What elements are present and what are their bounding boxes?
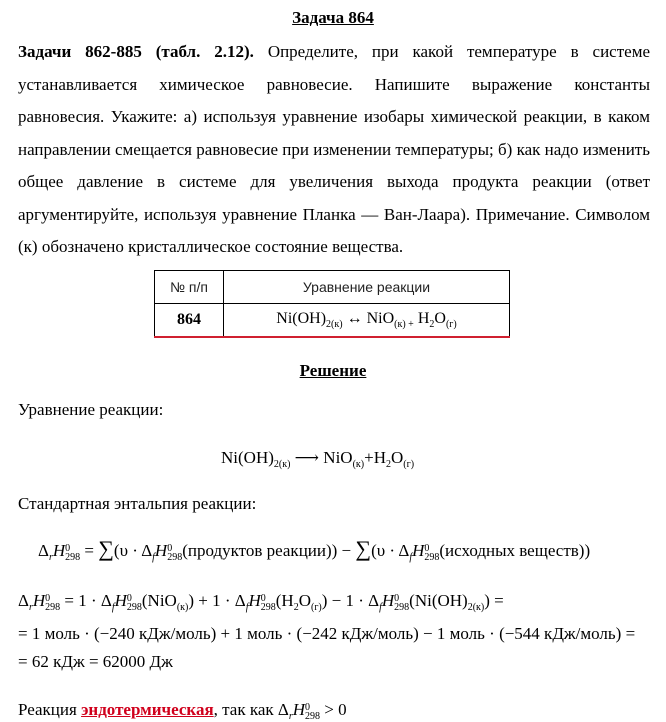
fs-nioh-state: 2(к) [467,602,485,613]
table-cell-equation [224,304,510,338]
reaction-equation [221,448,414,470]
conclusion-sub: 298 [305,711,321,722]
re-h-index: 2 [385,459,391,470]
fs-f-3: f [379,602,382,613]
fg-products: (продуктов реакции)) − [182,541,356,560]
eq-product-1-state: (к) + [394,319,414,330]
fg-sum-2: ∑ [355,536,372,561]
fs-sub-2: 298 [260,602,276,613]
fs-f-1: f [111,602,115,613]
conclusion-cond: > 0 [320,700,347,719]
fs-H-3: H [381,591,395,610]
eq-reactant: Ni(OH) [276,310,327,327]
fs-sub-1: 298 [126,602,142,613]
fs-mid-2: ) − 1 · Δ [321,591,380,610]
fs-r: r [28,602,33,613]
fg-f-1: f [152,552,155,563]
fg-indices-2 [424,544,439,562]
fs-body: = 1 · Δ [60,591,112,610]
fs-indices-2 [261,594,276,612]
table-cell-number: 864 [155,304,224,338]
fs-tail: ) = [484,591,504,610]
enthalpy-specific-line2: = 1 моль · (−240 кДж/моль) + 1 моль · (−242 кДж/моль) − 1 моль · (−544 кДж/моль) = [18,624,636,643]
reaction-table [154,270,510,338]
eq-product-2-o: O [434,310,446,327]
task-text: Определите, при какой температуре в системе устанавливается химическое равновесие. Напишите выражение константы равновесия. Укажите: а) используя уравнение изобары химической реакции, в каком направлении смещается равновесие при изменении температуры; б) как надо изменить общее давление в системе для увеличения выхода продукта реакции (ответ аргументируйте, используя уравнение Планка — Ван-Лаара). Примечание. Символом (к) обозначено кристаллическое состояние вещества. [18,42,650,256]
fg-term-1: (υ · Δ [113,541,153,560]
fs-h2o-index: 2 [293,602,299,613]
fg-sub: 298 [65,552,81,563]
re-o: O [390,448,404,467]
re-arrow: ⟶ [294,448,320,467]
re-o-state: (г) [403,459,415,470]
conclusion-r: r [288,711,293,722]
eq-arrow: ↔ [346,310,363,327]
conclusion-prefix: Реакция [18,700,82,719]
table-row [155,304,510,338]
fs-indices [45,594,60,612]
page-title: Задача 864 [292,8,374,27]
fg-delta: Δ [38,541,49,560]
fg-sum-1: ∑ [98,536,114,561]
table-header-equation: Уравнение реакции [224,271,510,304]
fg-H-2: H [412,541,425,560]
fs-nioh: (Ni(OH) [409,591,468,610]
fg-indices [65,544,80,562]
table-header-number: № п/п [155,271,224,304]
fs-nio-state: (к) [176,602,189,613]
re-product-1: NiO [323,448,353,467]
fs-indices-1 [127,594,142,612]
fg-reactants: (исходных веществ)) [439,541,591,560]
eq-product-1: NiO [366,310,395,327]
fs-nio: (NiO [141,591,177,610]
enthalpy-specific-line3: = 62 кДж = 62000 Дж [18,652,173,671]
fs-h2o-o: O [298,591,311,610]
conclusion-sup: 0 [305,702,311,713]
fs-sub: 298 [45,602,61,613]
fg-H: H [52,541,66,560]
fg-sup: 0 [65,543,71,554]
fs-f-2: f [245,602,249,613]
fg-f-2: f [409,552,413,563]
enthalpy-specific-line1 [18,591,504,613]
fg-term-2: (υ · Δ [371,541,410,560]
fs-h2o-h: (H [275,591,294,610]
enthalpy-label: Стандартная энтальпия реакции: [18,494,257,513]
fs-sup-3: 0 [394,593,400,604]
fg-eq: = [80,541,99,560]
conclusion-suffix: , так как Δ [213,700,289,719]
re-product-1-state: (к) [352,459,365,470]
eq-product-2-state: (г) [445,319,457,330]
task-statement [18,36,650,264]
fs-mid-1: ) + 1 · Δ [188,591,246,610]
re-plus-h: +H [364,448,386,467]
fs-H-2: H [248,591,261,610]
conclusion-highlight: эндотермическая [81,700,214,719]
conclusion-H: H [292,700,306,719]
fg-sub-2: 298 [424,552,440,563]
fs-h2o-state: (г) [311,602,322,613]
fs-indices-3 [394,594,409,612]
fg-sup-2: 0 [424,543,430,554]
fs-sup-2: 0 [260,593,266,604]
fg-sup-1: 0 [167,543,173,554]
task-lead: Задачи 862-885 (табл. 2.12). [18,42,254,61]
conclusion-indices [305,703,320,721]
fs-H-1: H [114,591,127,610]
conclusion [18,700,347,722]
eq-reactant-state: 2(к) [326,319,343,330]
fs-H: H [32,591,46,610]
fg-sub-1: 298 [167,552,183,563]
reaction-label: Уравнение реакции: [18,400,164,419]
re-reactant: Ni(OH) [221,448,274,467]
fs-sup-1: 0 [126,593,132,604]
enthalpy-general-formula [38,536,590,563]
fg-r: r [48,552,53,563]
fg-indices-1 [167,544,182,562]
fg-H-1: H [154,541,168,560]
re-reactant-state: 2(к) [273,459,291,470]
fs-sup: 0 [45,593,51,604]
solution-heading: Решение [299,361,367,380]
eq-product-2-h: H [417,310,430,327]
fs-sub-3: 298 [394,602,410,613]
eq-product-2-index: 2 [429,319,435,330]
fs-delta: Δ [18,591,29,610]
